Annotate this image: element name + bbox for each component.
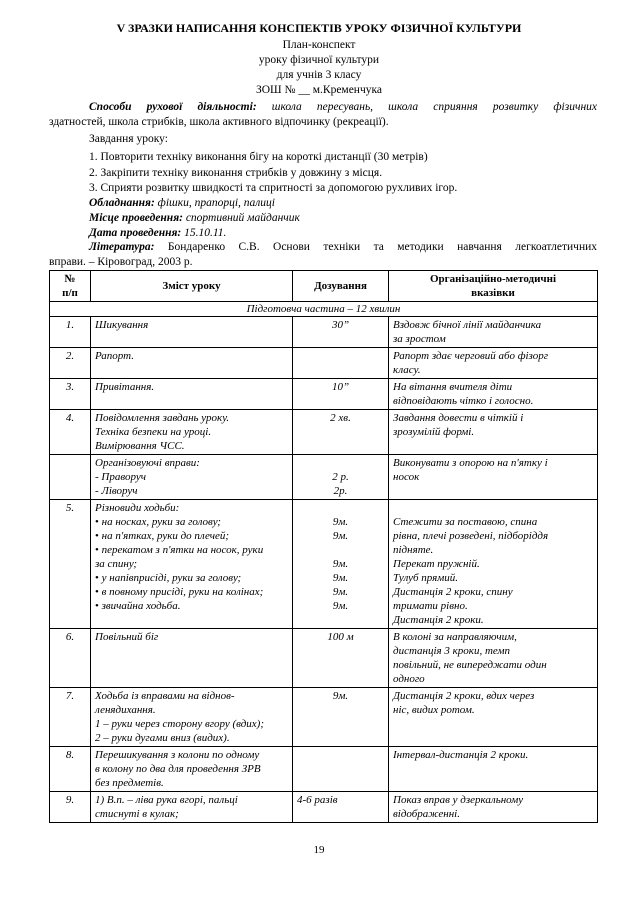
section-row [50, 302, 598, 317]
equipment-label: Обладнання: [89, 197, 155, 209]
row-number [50, 455, 91, 500]
task-item-2: 2. Закріпити техніку виконання стрибків у довжину з місця. [89, 167, 383, 179]
place-label: Місце проведення: [89, 212, 183, 224]
section-title: Підготовча частина – 12 хвилин [50, 302, 598, 317]
tasks-label: Завдання уроку: [89, 133, 168, 145]
row-number: 6. [50, 629, 91, 688]
table-row [50, 317, 598, 348]
row-notes: Інтервал-дистанція 2 кроки. [389, 747, 598, 792]
table-row [50, 500, 598, 629]
date-line [89, 226, 226, 241]
equipment-text: фішки, прапорці, палиці [157, 197, 275, 209]
document-title: V ЗРАЗКИ НАПИСАННЯ КОНСПЕКТІВ УРОКУ ФІЗИЧНОЇ КУЛЬТУРИ [116, 21, 522, 35]
row-number: 9. [50, 792, 91, 823]
row-number: 7. [50, 688, 91, 747]
date-text: 15.10.11. [184, 227, 227, 239]
task-item-3: 3. Сприяти розвитку швидкості та спритності за допомогою рухливих ігор. [89, 182, 458, 194]
row-notes: Рапорт здає черговий або фізорг класу. [389, 348, 598, 379]
literature-text: Бондаренко С.В. Основи техніки та методики навчання легкоатлетичних [167, 241, 597, 253]
row-content: Рапорт. [91, 348, 293, 379]
table-row [50, 348, 598, 379]
row-dose [293, 348, 389, 379]
literature-label: Література: [89, 241, 155, 253]
header-dose: Дозування [293, 271, 389, 302]
header-line-plan: План-конспект [282, 39, 356, 51]
table-row [50, 379, 598, 410]
row-dose: 2 р. 2р. [293, 455, 389, 500]
header-line-school: ЗОШ № __ м.Кременчука [255, 84, 383, 96]
lesson-table-wrapper [49, 270, 597, 823]
row-content: Організовуючі вправи: - Праворуч - Ліворуч [91, 455, 293, 500]
header-content: Зміст уроку [91, 271, 293, 302]
place-text: спортивний майданчик [185, 212, 300, 224]
literature-line [89, 240, 597, 255]
row-notes: Виконувати з опорою на п'ятку і носок [389, 455, 598, 500]
row-notes: Вздовж бічної лінії майданчика за зростом [389, 317, 598, 348]
activity-text-continued: здатностей, школа стрибків, школа активного відпочинку (рекреації). [49, 116, 389, 128]
row-dose: 30” [293, 317, 389, 348]
table-row [50, 688, 598, 747]
header-notes: Організаційно-методичні вказівки [389, 271, 598, 302]
table-header-row [50, 271, 598, 302]
date-label: Дата проведення: [89, 227, 182, 239]
header-line-class: для учнів 3 класу [276, 69, 362, 81]
table-body [50, 302, 598, 823]
row-dose: 2 хв. [293, 410, 389, 455]
literature-text-continued: вправи. – Кіровоград, 2003 р. [49, 256, 193, 268]
row-content: Різновиди ходьби: • на носках, руки за голову; • на п'ятках, руки до плечей; • перекатом з п'ятки на носок, руки за спину; • у напівприсіді, руки за голову; • в повному присіді, руки на колінах; • звичайна ходьба. [91, 500, 293, 629]
header-number: № п/п [50, 271, 91, 302]
row-number: 8. [50, 747, 91, 792]
table-row [50, 792, 598, 823]
equipment-line [89, 196, 275, 211]
row-notes: На вітання вчителя діти відповідають чітко і голосно. [389, 379, 598, 410]
table-row [50, 747, 598, 792]
row-dose: 10” [293, 379, 389, 410]
table-row [50, 410, 598, 455]
row-notes: Показ вправ у дзеркальному відображенні. [389, 792, 598, 823]
row-dose: 9м. [293, 688, 389, 747]
activity-label: Способи рухової діяльності: [89, 101, 257, 113]
row-number: 2. [50, 348, 91, 379]
row-content: Ходьба із вправами на віднов- ленядихання. 1 – руки через сторону вгору (вдих); 2 – руки дугами вниз (видих). [91, 688, 293, 747]
page-number: 19 [313, 844, 325, 856]
table-row [50, 629, 598, 688]
row-dose: 4-6 разів [293, 792, 389, 823]
table-row [50, 455, 598, 500]
row-content: Повідомлення завдань уроку. Техніка безпеки на уроці. Вимірювання ЧСС. [91, 410, 293, 455]
row-dose: 100 м [293, 629, 389, 688]
row-notes: Завдання довести в чіткій і зрозумілій формі. [389, 410, 598, 455]
task-item-1: 1. Повторити техніку виконання бігу на короткі дистанції (30 метрів) [89, 151, 428, 163]
activity-text: школа пересувань, школа сприяння розвитку фізичних [271, 101, 598, 113]
row-number: 3. [50, 379, 91, 410]
row-notes: Стежити за поставою, спина рівна, плечі розведені, підборіддя підняте. Перекат пружній. Тулуб прямий. Дистанція 2 кроки, спину тримати рівно. Дистанція 2 кроки. [389, 500, 598, 629]
row-content: Перешикування з колони по одному в колону по два для проведення ЗРВ без предметів. [91, 747, 293, 792]
place-line [89, 211, 300, 226]
row-content: Привітання. [91, 379, 293, 410]
row-content: Повільний біг [91, 629, 293, 688]
row-notes: Дистанція 2 кроки, вдих через ніс, видих ротом. [389, 688, 598, 747]
row-content: Шикування [91, 317, 293, 348]
row-number: 1. [50, 317, 91, 348]
row-content: 1) В.п. – ліва рука вгорі, пальці стиснуті в кулак; [91, 792, 293, 823]
row-dose: 9м. 9м. 9м. 9м. 9м. 9м. [293, 500, 389, 629]
activity-line [89, 100, 597, 115]
row-number: 4. [50, 410, 91, 455]
lesson-table [49, 270, 598, 823]
row-notes: В колоні за направляючим, дистанція 3 кроки, темп повільний, не випереджати один одного [389, 629, 598, 688]
row-number: 5. [50, 500, 91, 629]
header-line-subject: уроку фізичної культури [258, 54, 380, 66]
row-dose [293, 747, 389, 792]
